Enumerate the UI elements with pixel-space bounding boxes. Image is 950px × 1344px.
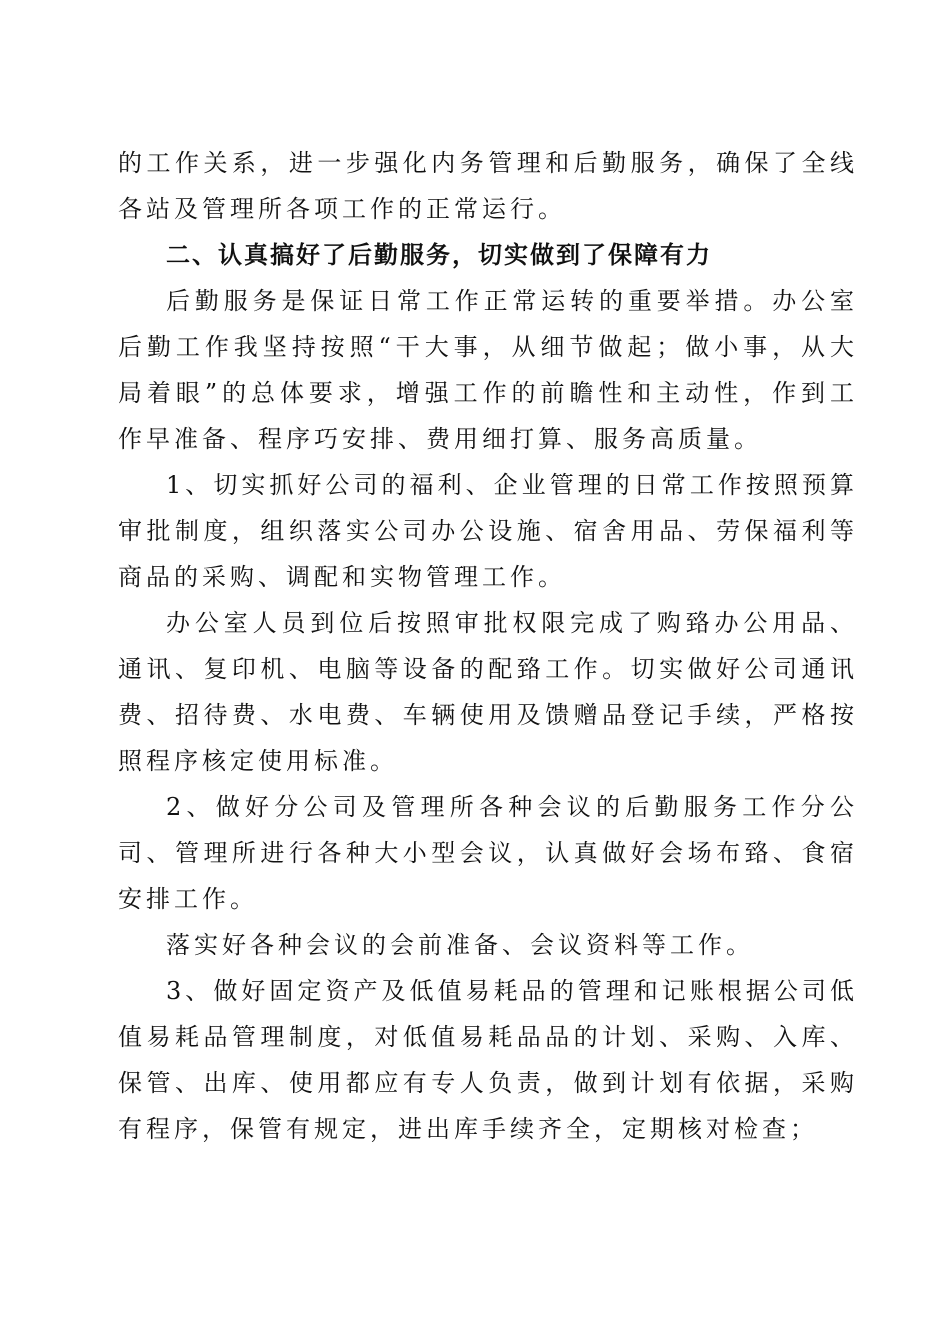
paragraph-logistics-intro: 后勤服务是保证日常工作正常运转的重要举措。办公室后勤工作我坚持按照“干大事，从细节做起；做小事，从大局着眼”的总体要求，增强工作的前瞻性和主动性，作到工作早准备、程序巧安排、费用细打算、服务高质量。 [118,287,858,453]
paragraph-item-2: 2、做好分公司及管理所各种会议的后勤服务工作分公司、管理所进行各种大小型会议，认真做好会场布臵、食宿安排工作。 [118,793,858,913]
paragraph-meeting-prep: 落实好各种会议的会前准备、会议资料等工作。 [166,931,754,959]
paragraph-item-3: 3、做好固定资产及低值易耗品的管理和记账根据公司低值易耗品管理制度，对低值易耗品品的计划、采购、入库、保管、出库、使用都应有专人负责，做到计划有依据，采购有程序，保管有规定，进出库手续齐全，定期核对检查； [118,977,858,1143]
document-body [118,140,858,1152]
paragraph-office-equipment: 办公室人员到位后按照审批权限完成了购臵办公用品、通讯、复印机、电脑等设备的配臵工作。切实做好公司通讯费、招待费、水电费、车辆使用及馈赠品登记手续，严格按照程序核定使用标准。 [118,609,858,775]
paragraph-continuation: 的工作关系，进一步强化内务管理和后勤服务，确保了全线各站及管理所各项工作的正常运行。 [118,149,858,223]
paragraph-item-1: 1、切实抓好公司的福利、企业管理的日常工作按照预算审批制度，组织落实公司办公设施、宿舍用品、劳保福利等商品的采购、调配和实物管理工作。 [118,471,858,591]
section-heading: 二、认真搞好了后勤服务，切实做到了保障有力 [166,241,712,269]
